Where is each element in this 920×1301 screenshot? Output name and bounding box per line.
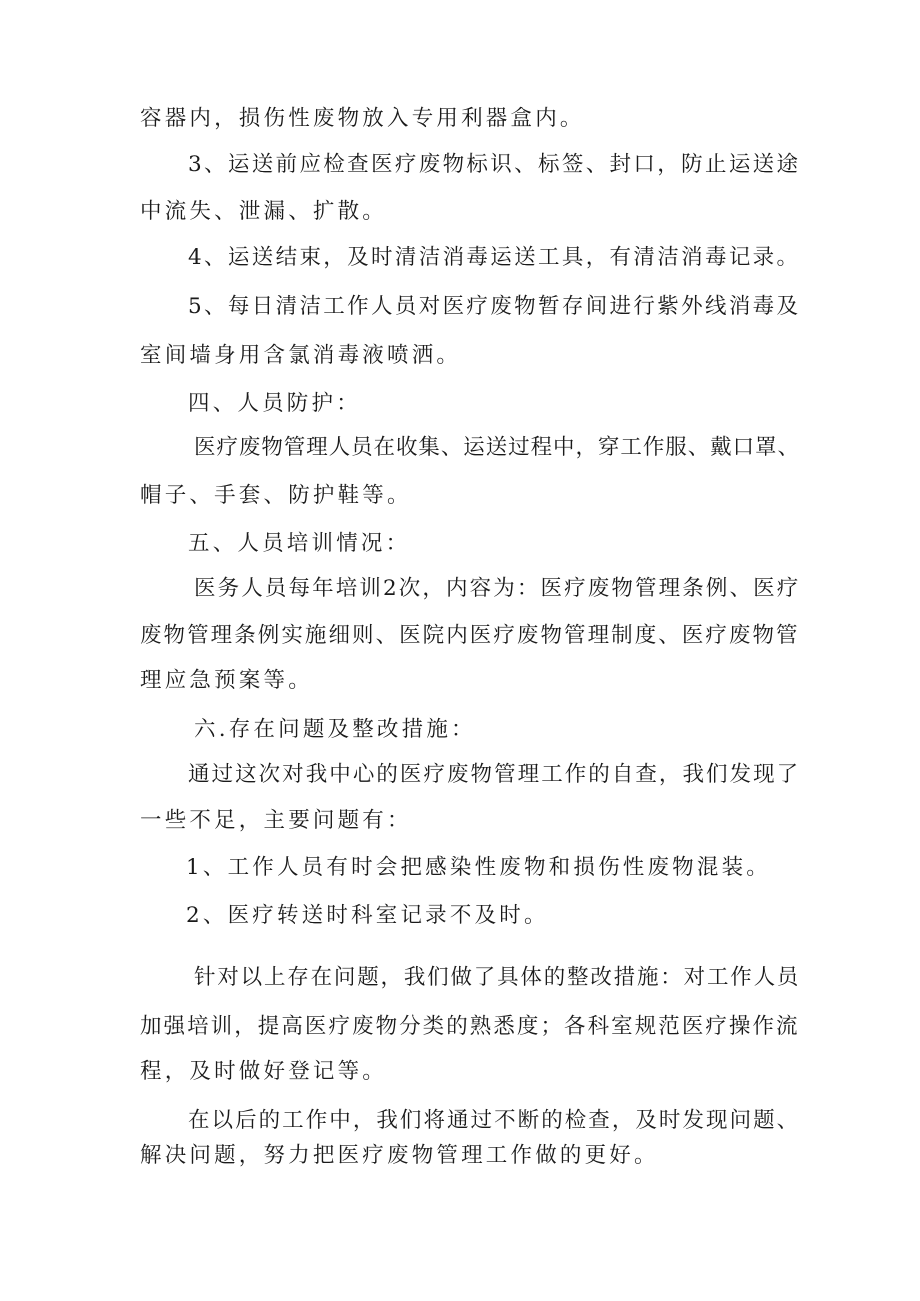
text-line: 一些不足，主要问题有：: [140, 808, 412, 833]
text-line: 废物管理条例实施细则、医院内医疗废物管理制度、医疗废物管: [140, 623, 800, 648]
text-line: 中流失、泄漏、扩散。: [140, 199, 388, 224]
text-line: 加强培训，提高医疗废物分类的熟悉度；各科室规范医疗操作流: [140, 1014, 800, 1039]
text-line: 解决问题，努力把医疗废物管理工作做的更好。: [140, 1143, 659, 1168]
section-heading: 六.存在问题及整改措施：: [194, 717, 476, 742]
text-line: 5、每日清洁工作人员对医疗废物暂存间进行紫外线消毒及: [188, 294, 801, 319]
text-line: 程，及时做好登记等。: [140, 1059, 388, 1084]
text-line: 室间墙身用含氯消毒液喷洒。: [140, 343, 462, 368]
text-line: 帽子、手套、防护鞋等。: [140, 483, 412, 508]
text-line: 1、工作人员有时会把感染性废物和损伤性废物混装。: [186, 855, 771, 880]
text-line: 容器内，损伤性废物放入专用利器盒内。: [140, 106, 585, 131]
text-line: 4、运送结束，及时清洁消毒运送工具，有清洁消毒记录。: [188, 245, 801, 270]
section-heading: 四、人员防护：: [188, 391, 361, 416]
text-line: 3、运送前应检查医疗废物标识、标签、封口，防止运送途: [188, 152, 801, 177]
text-line: 针对以上存在问题，我们做了具体的整改措施：对工作人员: [194, 965, 801, 990]
section-heading: 五、人员培训情况：: [188, 531, 411, 556]
text-line: 2、医疗转送时科室记录不及时。: [186, 903, 549, 928]
text-line: 理应急预案等。: [140, 668, 313, 693]
text-line: 医疗废物管理人员在收集、运送过程中，穿工作服、戴口罩、: [194, 435, 800, 460]
text-line: 通过这次对我中心的医疗废物管理工作的自查，我们发现了: [188, 762, 801, 787]
text-line: 在以后的工作中，我们将通过不断的检查，及时发现问题、: [188, 1108, 801, 1133]
text-line: 医务人员每年培训2次，内容为：医疗废物管理条例、医疗: [194, 576, 801, 601]
